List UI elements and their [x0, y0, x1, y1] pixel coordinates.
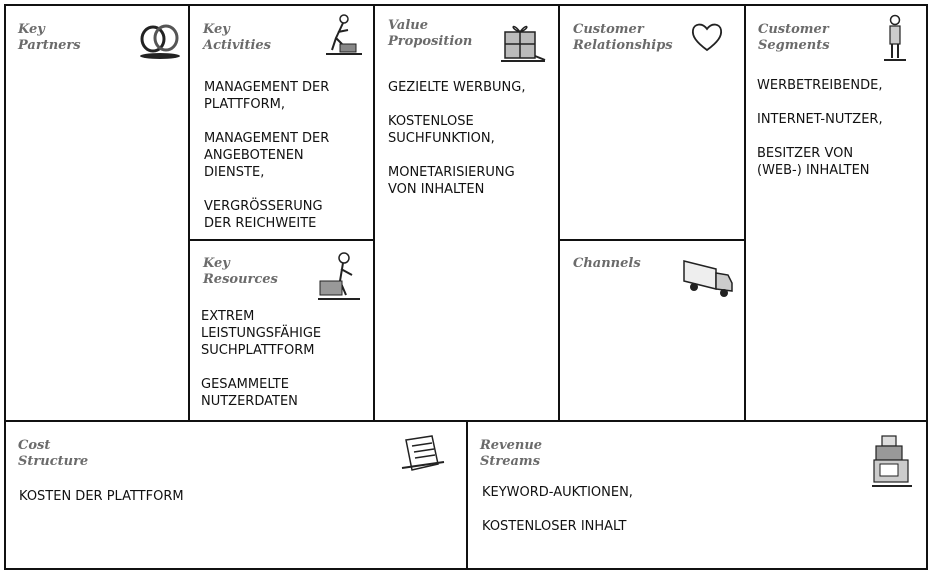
key-resources-block	[188, 239, 375, 422]
value-proposition-title: Value Proposition	[388, 18, 473, 49]
key-resources-list	[201, 308, 321, 427]
rings-icon	[136, 20, 184, 60]
value-proposition-list	[388, 79, 525, 215]
channels-title: Channels	[573, 256, 641, 271]
list-item: MANAGEMENT DER ANGEBOTENEN DIENSTE,	[204, 131, 330, 180]
revenue-streams-block	[466, 420, 928, 570]
list-item: KEYWORD-AUKTIONEN,	[482, 485, 633, 500]
list-item: KOSTENLOSER INHALT	[482, 519, 627, 534]
list-item: INTERNET-NUTZER,	[757, 112, 883, 127]
list-item: MANAGEMENT DER PLATTFORM,	[204, 80, 330, 112]
gift-icon	[499, 20, 549, 64]
revenue-streams-list	[482, 484, 633, 552]
list-item: GESAMMELTE NUTZERDATEN	[201, 377, 298, 409]
resources-worker-icon	[316, 251, 364, 303]
receipt-icon	[398, 434, 450, 476]
list-item: KOSTENLOSE SUCHFUNKTION,	[388, 114, 495, 146]
key-resources-title: Key Resources	[203, 256, 278, 287]
list-item: WERBETREIBENDE,	[757, 78, 883, 93]
value-proposition-block	[373, 4, 560, 422]
list-item: MONETARISIERUNG VON INHALTEN	[388, 165, 515, 197]
key-activities-list	[204, 79, 329, 249]
list-item: VERGRÖSSERUNG DER REICHWEITE	[204, 199, 323, 231]
list-item: EXTREM LEISTUNGSFÄHIGE SUCHPLATTFORM	[201, 309, 322, 358]
list-item: BESITZER VON (WEB-) INHALTEN	[757, 146, 870, 178]
revenue-streams-title: Revenue Streams	[480, 438, 543, 469]
key-activities-title: Key Activities	[203, 22, 271, 53]
channels-block	[558, 239, 746, 422]
customer-relationships-block	[558, 4, 746, 241]
truck-icon	[680, 255, 736, 297]
cost-structure-list	[19, 488, 184, 522]
cash-register-icon	[870, 432, 916, 490]
list-item: KOSTEN DER PLATTFORM	[19, 489, 184, 504]
customer-relationships-title: Customer Relationships	[573, 22, 673, 53]
customer-segments-title: Customer Segments	[758, 22, 830, 53]
heart-icon	[690, 20, 724, 54]
key-activities-block	[188, 4, 375, 241]
customer-segments-list	[757, 77, 883, 196]
worker-icon	[322, 14, 366, 56]
cost-structure-block	[4, 420, 468, 570]
key-partners-title: Key Partners	[18, 22, 81, 53]
cost-structure-title: Cost Structure	[18, 438, 89, 469]
key-partners-block	[4, 4, 190, 422]
list-item: GEZIELTE WERBUNG,	[388, 80, 526, 95]
person-icon	[882, 14, 908, 62]
customer-segments-block	[744, 4, 928, 422]
